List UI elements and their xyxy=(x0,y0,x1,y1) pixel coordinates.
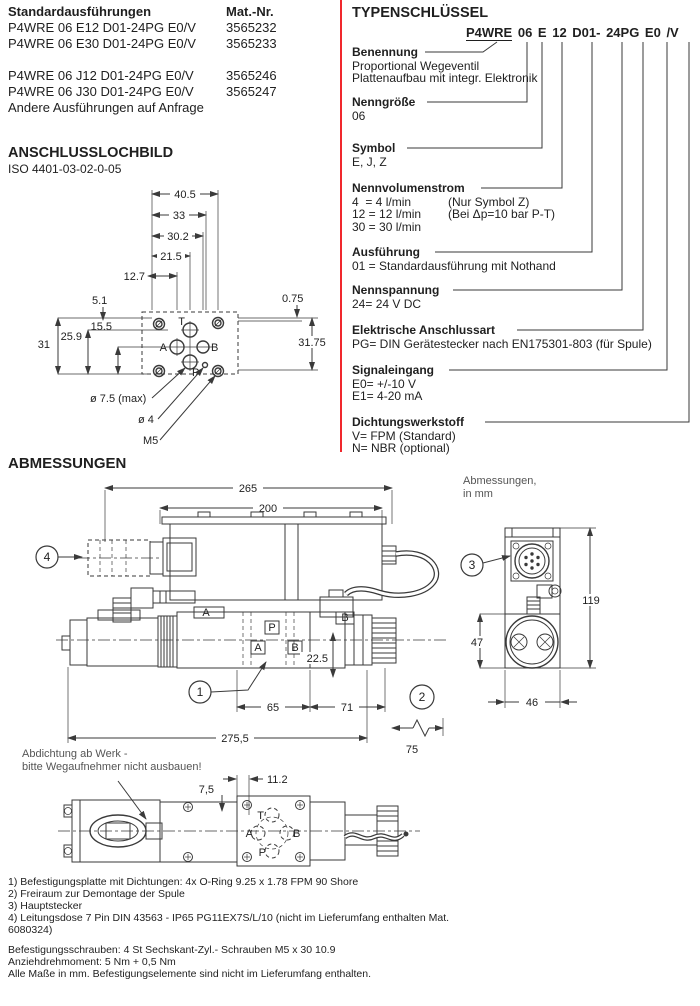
dim-dia-7-5: ø 7.5 (max) xyxy=(90,393,147,405)
product-name: P4WRE 06 E12 D01-24PG E0/V xyxy=(8,20,196,35)
standard-versions-header xyxy=(8,4,340,20)
tk-line: 06 xyxy=(352,108,366,123)
dim-33: 33 xyxy=(172,210,186,222)
top-port-label-p: P xyxy=(258,847,266,859)
elbow-fitting xyxy=(113,588,195,622)
flow-value: 30 = 30 l/min xyxy=(352,219,422,234)
port-label-a-box: A xyxy=(254,642,262,654)
tk-line: E, J, Z xyxy=(352,154,387,169)
horizontal-dimensions xyxy=(92,188,303,320)
dim-200: 200 xyxy=(258,503,278,515)
tk-section-elektrische-anschlussart xyxy=(352,324,700,350)
tk-label: Nennvolumenstrom xyxy=(352,181,465,195)
dim-119: 119 xyxy=(582,595,600,607)
flow-value: 12 = 12 l/min xyxy=(352,207,422,221)
tk-line: E0= +/-10 V xyxy=(352,376,417,391)
tk-line xyxy=(352,208,700,221)
hole-pattern-drawing xyxy=(0,178,345,450)
dim-46: 46 xyxy=(525,697,539,709)
product-matnr: 3565232 xyxy=(226,20,277,35)
dim-11-2: 11.2 xyxy=(267,774,288,786)
units-note-line2: in mm xyxy=(463,488,493,500)
top-port-label-b: B xyxy=(293,828,301,840)
footnote-line: Befestigungsschrauben: 4 St Sechskant-Zyl.- Schrauben M5 x 30 10.9 xyxy=(8,944,336,956)
svg-text:2: 2 xyxy=(418,690,426,704)
connector-pins xyxy=(524,552,539,569)
end-view xyxy=(505,528,561,668)
tk-section-nenngroesse xyxy=(352,96,700,122)
port-label-a-plain: A xyxy=(202,607,210,619)
dim-0-75: 0.75 xyxy=(282,293,304,305)
dim-275-5: 275,5 xyxy=(221,733,249,745)
footnote-line: Alle Maße in mm. Befestigungselemente sind nicht im Lieferumfang enthalten. xyxy=(8,968,372,980)
port-label-p: P xyxy=(192,367,200,379)
tk-section-benennung xyxy=(352,46,700,85)
dim-75: 75 xyxy=(405,744,419,756)
svg-text:1: 1 xyxy=(196,685,204,699)
tk-section-dichtungswerkstoff xyxy=(352,416,700,455)
leader-labels xyxy=(90,368,215,447)
port-label-b-plain: B xyxy=(341,612,349,624)
tk-section-nennspannung xyxy=(352,284,700,310)
dim-5-1: 5.1 xyxy=(92,295,108,307)
matnr-header: Mat.-Nr. xyxy=(226,4,274,19)
side-view-top-dims xyxy=(105,482,392,542)
callout-2 xyxy=(410,685,434,709)
tk-line: N= NBR (optional) xyxy=(352,441,450,455)
footnotes-general xyxy=(8,944,371,980)
standard-versions-title: Standardausführungen xyxy=(8,4,152,19)
port-label-b: B xyxy=(211,342,219,354)
dim-25-9: 25.9 xyxy=(60,331,82,343)
tk-label: Signaleingang xyxy=(352,363,435,377)
tk-line: Proportional Wegeventil xyxy=(352,58,480,73)
port-label-p-box: P xyxy=(268,622,276,634)
top-view-body xyxy=(58,796,420,866)
dim-21-5: 21.5 xyxy=(160,251,182,263)
standard-versions-table xyxy=(8,4,340,116)
valve-side-and-end-view xyxy=(0,470,700,760)
product-row xyxy=(8,20,340,36)
callout-3 xyxy=(461,554,510,576)
product-matnr: 3565246 xyxy=(226,68,277,83)
top-port-label-a: A xyxy=(245,828,253,840)
cable-socket-dashed xyxy=(78,540,163,576)
cable-loop xyxy=(346,553,436,595)
footnote-line: Anziehdrehmoment: 5 Nm + 0,5 Nm xyxy=(8,956,176,968)
footnote-line: 6080324) xyxy=(8,924,53,936)
dim-15-5: 15.5 xyxy=(90,321,112,333)
iso-standard: ISO 4401-03-02-0-05 xyxy=(8,162,122,176)
product-matnr: 3565247 xyxy=(226,84,277,99)
dim-7-5: 7,5 xyxy=(198,784,214,796)
tk-label: Symbol xyxy=(352,141,396,155)
dim-22-5-group xyxy=(300,633,333,677)
tk-section-nennvolumenstrom xyxy=(352,182,700,233)
product-name: P4WRE 06 J30 D01-24PG E0/V xyxy=(8,84,194,99)
tk-label: Dichtungswerkstoff xyxy=(352,415,465,429)
footnote-line: 4) Leitungsdose 7 Pin DIN 43563 - IP65 PG11EX7S/L/10 (nicht im Lieferumfang enthalten Mat. xyxy=(8,912,450,924)
flow-note: (Bei Δp=10 bar P-T) xyxy=(448,207,556,221)
port-label-t: T xyxy=(178,316,185,328)
product-row xyxy=(8,36,340,52)
port-label-b-box: B xyxy=(291,642,299,654)
dim-dia-4: ø 4 xyxy=(138,414,154,426)
dim-47: 47 xyxy=(470,637,484,649)
type-code-prefix: P4WRE xyxy=(466,25,513,40)
footnotes-numbered xyxy=(8,876,449,936)
product-row xyxy=(8,68,340,84)
tk-line: 01 = Standardausführung mit Nothand xyxy=(352,258,556,273)
footnote-line: 3) Hauptstecker xyxy=(8,900,83,912)
top-port-label-t: T xyxy=(257,810,264,822)
dim-12-7: 12.7 xyxy=(123,271,145,283)
dim-40-5: 40.5 xyxy=(174,189,196,201)
tk-label: Elektrische Anschlussart xyxy=(352,323,495,337)
dim-71: 71 xyxy=(340,702,354,714)
flow-value: 4 = 4 l/min xyxy=(352,194,412,209)
dim-m5: M5 xyxy=(143,435,159,447)
tk-line: E1= 4-20 mA xyxy=(352,389,423,403)
hole-pattern-title: ANSCHLUSSLOCHBILD xyxy=(8,145,174,161)
seal-note-line1: Abdichtung ab Werk - xyxy=(22,748,128,760)
port-label-a: A xyxy=(159,342,167,354)
left-solenoid xyxy=(62,610,177,667)
dimensions-title: ABMESSUNGEN xyxy=(8,455,127,472)
svg-text:3: 3 xyxy=(468,558,476,572)
tk-label: Ausführung xyxy=(352,245,420,259)
tk-line: Plattenaufbau mit integr. Elektronik xyxy=(352,71,538,85)
port-holes xyxy=(154,316,224,379)
callout-4 xyxy=(36,546,82,568)
product-name: P4WRE 06 E30 D01-24PG E0/V xyxy=(8,36,196,51)
tk-section-symbol xyxy=(352,142,700,168)
tk-label: Benennung xyxy=(352,45,418,59)
tk-line xyxy=(352,221,700,234)
other-versions-note: Andere Ausführungen auf Anfrage xyxy=(8,100,204,115)
tk-label: Nenngröße xyxy=(352,95,416,109)
dim-30-2: 30.2 xyxy=(167,231,189,243)
tk-section-ausfuehrung xyxy=(352,246,700,272)
side-view-bottom-dims xyxy=(68,667,443,756)
dim-22-5: 22.5 xyxy=(306,653,328,665)
tk-section-signaleingang xyxy=(352,364,700,403)
end-view-dims xyxy=(466,528,604,709)
tk-line: 24= 24 V DC xyxy=(352,296,422,311)
product-matnr: 3565233 xyxy=(226,36,277,51)
tk-line: PG= DIN Gerätestecker nach EN175301-803 (für Spule) xyxy=(352,336,652,351)
tk-label: Nennspannung xyxy=(352,283,440,297)
product-name: P4WRE 06 J12 D01-24PG E0/V xyxy=(8,68,194,83)
units-note-line1: Abmessungen, xyxy=(463,475,537,487)
dim-31: 31 xyxy=(37,339,50,351)
flow-note: (Nur Symbol Z) xyxy=(448,194,530,209)
dim-65: 65 xyxy=(266,702,280,714)
footnote-line: 1) Befestigungsplatte mit Dichtungen: 4x O-Ring 9.25 x 1.78 FPM 90 Shore xyxy=(8,876,359,888)
spacer xyxy=(8,52,340,68)
dim-265: 265 xyxy=(238,483,258,495)
type-key-title: TYPENSCHLÜSSEL xyxy=(352,5,489,21)
dim-31-75: 31.75 xyxy=(298,337,326,349)
svg-text:4: 4 xyxy=(43,550,51,564)
product-row xyxy=(8,84,340,100)
seal-note-line2: bitte Wegaufnehmer nicht ausbauen! xyxy=(22,761,202,773)
footnote-line: 2) Freiraum zur Demontage der Spule xyxy=(8,888,185,900)
type-code-rest: 06 E 12 D01- 24PG E0 /V xyxy=(517,25,679,40)
tk-line: V= FPM (Standard) xyxy=(352,428,456,443)
valve-top-view xyxy=(0,745,460,875)
valve-body xyxy=(177,607,310,668)
